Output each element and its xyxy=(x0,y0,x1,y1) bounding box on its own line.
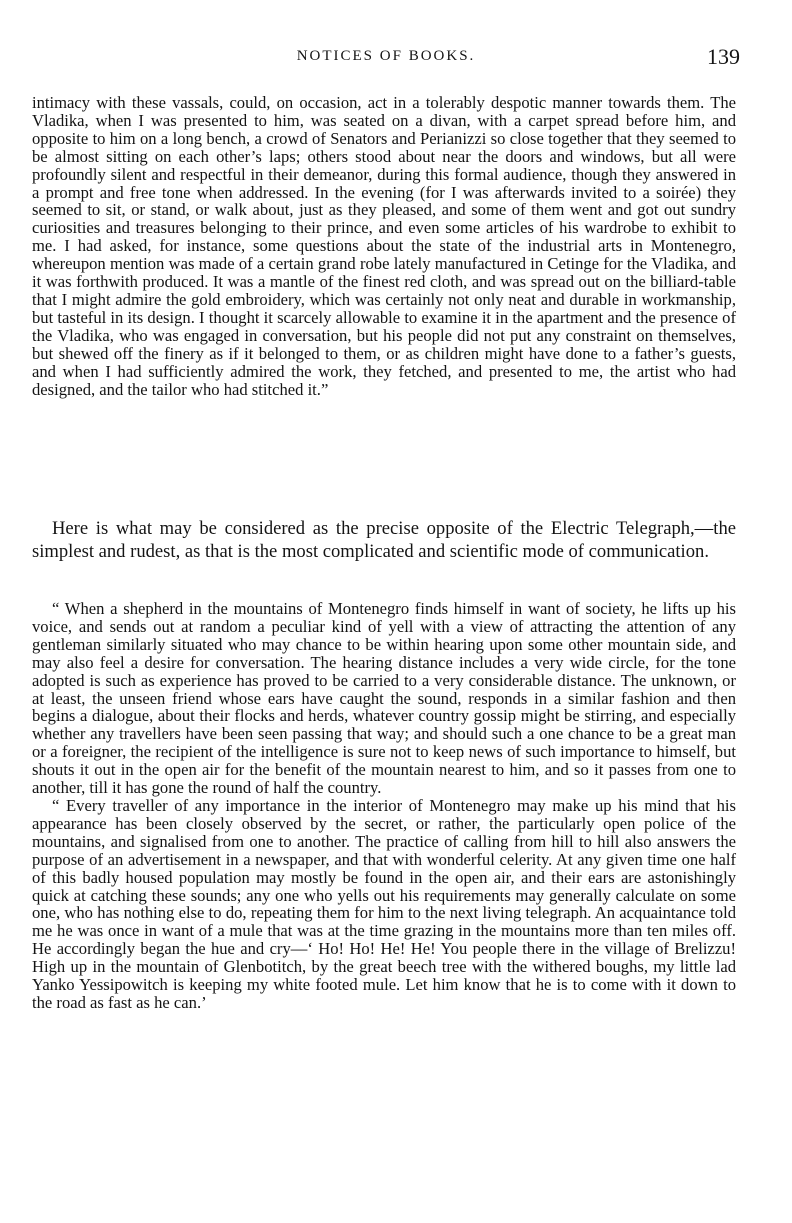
quote-paragraph: intimacy with these vassals, could, on occasion, act in a tolerably despotic manner towards them. The Vladika, when I was presented to him, was seated on a divan, with a carpet spread before him, and opposite to him on a long bench, a crowd of Senators and Perianizzi so close together that they seemed to be almost sitting on each other’s laps; others stood about near the doors and windows, but all were profoundly silent and respectful in their demeanor, during this formal audience, though they answered in a prompt and free tone when addressed. In the evening (for I was afterwards invited to a soirée) they seemed to sit, or stand, or walk about, just as they pleased, and some of them went and got out sundry curiosities and treasures belonging to their prince, and even some articles of his wardrobe to exhibit to me. I had asked, for instance, some questions about the state of the industrial arts in Montenegro, whereupon mention was made of a certain grand robe lately manufactured in Cetinge for the Vladika, and it was forthwith produced. It was a mantle of the finest red cloth, and was spread out on the billiard-table that I might admire the gold embroidery, which was certainly not only neat and durable in workmanship, but tasteful in its design. I thought it scarcely allowable to examine it in the apartment and the presence of the Vladika, who was engaged in conversation, but his people did not put any constraint on themselves, but shewed off the finery as if it belonged to them, or as children might have done to a father’s guests, and when I had sufficiently admired the work, they fetched, and presented to me, the artist who had designed, and the tailor who had stitched it.” xyxy=(32,93,736,399)
running-head xyxy=(32,44,740,72)
running-title: NOTICES OF BOOKS. xyxy=(296,48,476,64)
editorial-paragraph xyxy=(32,518,736,563)
quote-block-telegraph xyxy=(32,600,736,1012)
page-number: 139 xyxy=(707,44,740,69)
intro-paragraph: Here is what may be considered as the precise opposite of the Electric Telegraph,—the simplest and rudest, as that is the most complicated and scientific mode of communication. xyxy=(32,518,736,562)
quote-block-continued xyxy=(32,94,736,398)
quote-paragraph: “ Every traveller of any importance in the interior of Montenegro may make up his mind that his appearance has been closely observed by the secret, or rather, the particularly open police of the mountains, and signalised from one to another. The practice of calling from hill to hill also answers the purpose of an advertisement in a newspaper, and that with wonderful celerity. At any given time one half of this badly housed population may mostly be found in the open air, and their ears are astonishingly quick at catching these sounds; any one who yells out his requirements may generally calculate on some one, who has nothing else to do, repeating them for him to the next living telegraph. An acquaintance told me he was once in want of a mule that was at the time grazing in the mountains more than ten miles off. He accordingly began the hue and cry—‘ Ho! Ho! He! He! You people there in the village of Brelizzu! High up in the mountain of Glenbotitch, by the great beech tree with the withered boughs, my little lad Yanko Yessipowitch is keeping my white footed mule. Let him know that he is to come with it down to the road as fast as he can.’ xyxy=(32,795,736,1012)
quote-paragraph: “ When a shepherd in the mountains of Montenegro finds himself in want of society, he lifts up his voice, and sends out at random a peculiar kind of yell with a view of attracting the attention of any gentleman similarly situated who may chance to be within hearing upon some other mountain side, and may also feel a desire for conversation. The hearing distance includes a very wide circle, for the tone adopted is such as experience has proved to be carried to a very considerable distance. The unknown, or at least, the unseen friend whose ears have caught the sound, responds in a similar fashion and then begins a dialogue, about their flocks and herds, whatever country gossip might be stirring, and especially whether any travellers have been seen passing that way; and should such a one chance to be a great man or a foreigner, the recipient of the intelligence is sure not to keep news of such importance to himself, but shouts it out in the open air for the benefit of the mountain nearest to him, and so it passes from one to another, till it has gone the round of half the country. xyxy=(32,599,736,798)
